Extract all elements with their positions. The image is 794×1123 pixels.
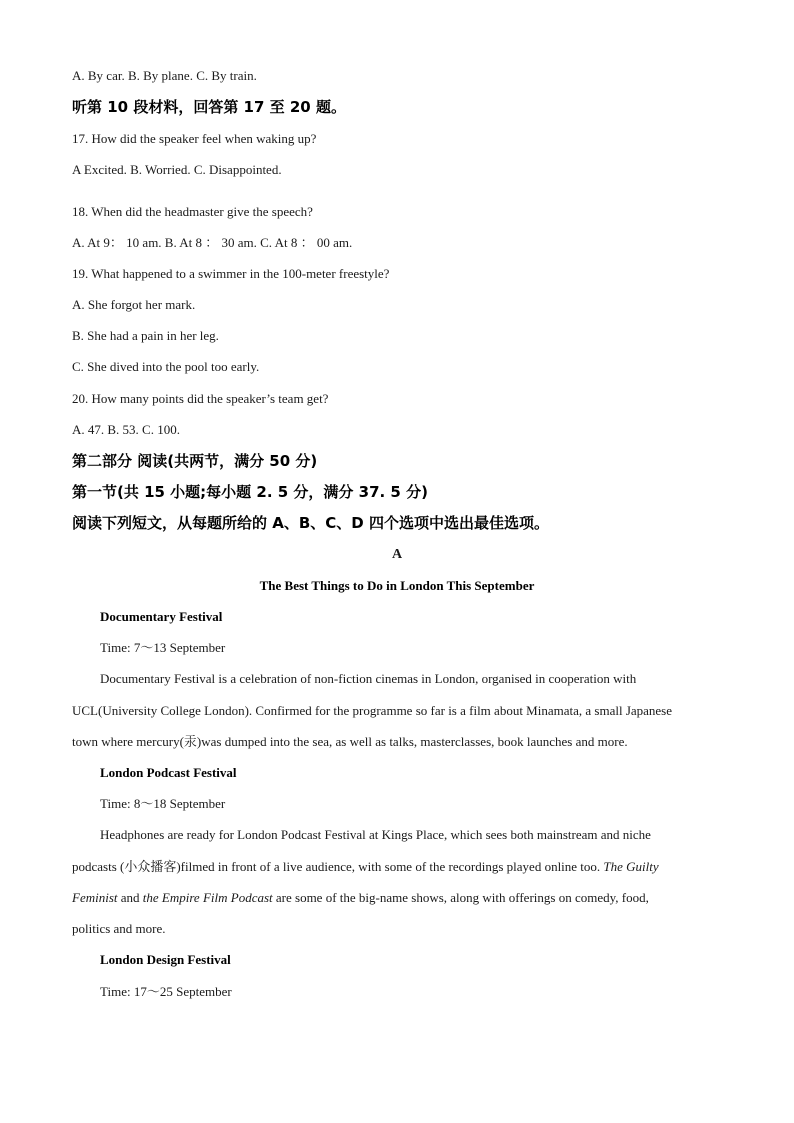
- festival-1-name: Documentary Festival: [100, 609, 223, 624]
- festival-2-show-title-guilty: The Guilty: [603, 859, 659, 874]
- festival-2-text-line-3: [72, 890, 649, 906]
- festival-1-text-line-3: town where mercury(汞)was dumped into the sea, as well as talks, masterclasses, book launches and more.: [72, 734, 628, 749]
- festival-2-text-line-3-end: are some of the big-name shows, along with offerings on comedy, food,: [272, 890, 649, 905]
- question-19-option-b: B. She had a pain in her leg.: [72, 328, 219, 343]
- question-20-options: A. 47. B. 53. C. 100.: [72, 422, 180, 437]
- question-18: 18. When did the headmaster give the speech?: [72, 204, 313, 219]
- question-19: 19. What happened to a swimmer in the 100-meter freestyle?: [72, 266, 390, 281]
- festival-3-name: London Design Festival: [100, 952, 231, 967]
- question-17: 17. How did the speaker feel when waking up?: [72, 131, 317, 146]
- question-18-options: A. At 9： 10 am. B. At 8 ： 30 am. C. At 8 ： 00 am.: [72, 235, 353, 250]
- section-10-header: 听第 10 段材料，回答第 17 至 20 题。: [72, 98, 346, 116]
- festival-2-time: Time: 8～18 September: [100, 796, 226, 811]
- festival-1-text-line-1: Documentary Festival is a celebration of non-fiction cinemas in London, organised in cooperation with: [100, 671, 637, 686]
- reading-instruction: 阅读下列短文，从每题所给的 A、B、C、D 四个选项中选出最佳选项。: [72, 514, 549, 532]
- festival-2-text-line-1: Headphones are ready for London Podcast Festival at Kings Place, which sees both mainstream and niche: [100, 827, 651, 842]
- question-19-option-c: C. She dived into the pool too early.: [72, 359, 260, 374]
- passage-title: The Best Things to Do in London This September: [259, 578, 535, 593]
- festival-2-show-title-feminist: Feminist: [72, 890, 118, 905]
- part-2-header: 第二部分 阅读(共两节，满分 50 分): [72, 452, 318, 470]
- festival-2-show-title-empire: the Empire Film Podcast: [142, 890, 273, 905]
- festival-2-text-line-2-plain: podcasts (小众播客)filmed in front of a live audience, with some of the recordings played online too.: [72, 859, 604, 874]
- passage-letter: A: [391, 547, 403, 562]
- section-1-header: 第一节(共 15 小题;每小题 2. 5 分，满分 37. 5 分): [72, 483, 428, 501]
- festival-2-name: London Podcast Festival: [100, 765, 237, 780]
- festival-2-text-line-2: [72, 859, 659, 875]
- question-19-option-a: A. She forgot her mark.: [72, 297, 196, 312]
- festival-1-text-line-2: UCL(University College London). Confirmed for the programme so far is a film about Minamata, a small Japanese: [72, 703, 673, 718]
- question-16-options: A. By car. B. By plane. C. By train.: [72, 68, 257, 83]
- question-17-options: A Excited. B. Worried. C. Disappointed.: [72, 162, 282, 177]
- question-20: 20. How many points did the speaker’s team get?: [72, 391, 329, 406]
- festival-2-text-and: and: [117, 890, 143, 905]
- festival-2-text-line-4: politics and more.: [72, 921, 166, 936]
- festival-3-time: Time: 17～25 September: [100, 984, 232, 999]
- festival-1-time: Time: 7～13 September: [100, 640, 226, 655]
